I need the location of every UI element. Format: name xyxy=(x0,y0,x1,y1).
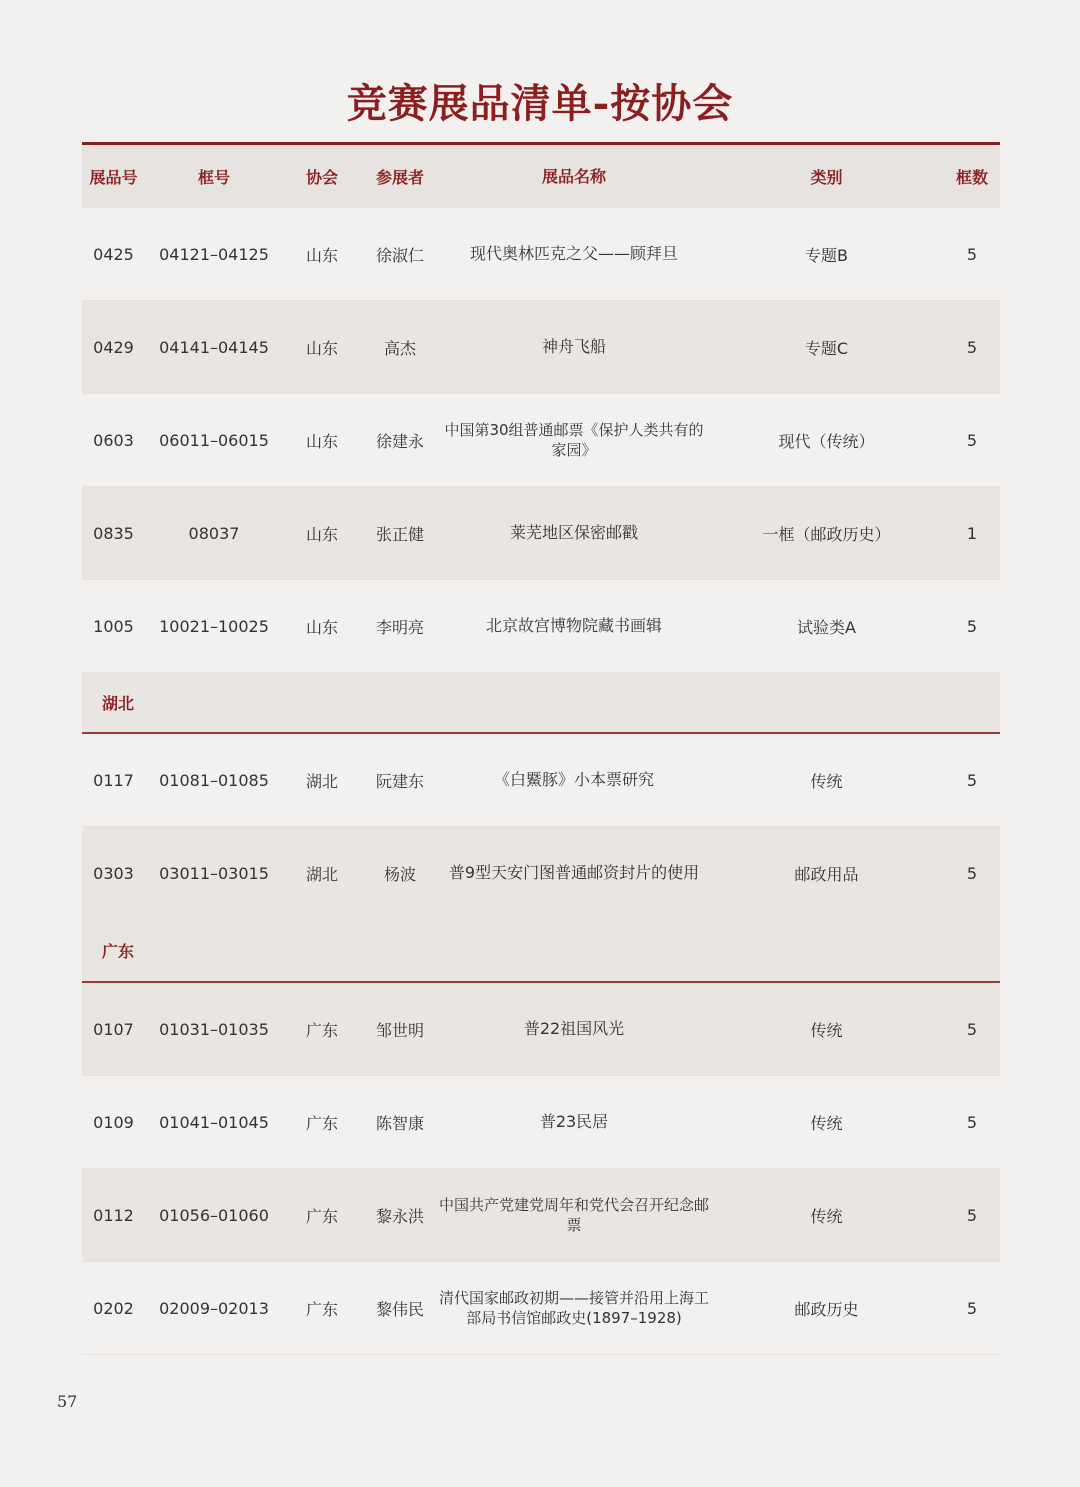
table-row xyxy=(82,1262,1000,1355)
category: 专题B xyxy=(805,245,848,265)
association: 山东 xyxy=(305,338,338,358)
group-header-guangdong xyxy=(82,919,1000,983)
frame-no: 01041–01045 xyxy=(159,1112,269,1132)
frame-count: 5 xyxy=(966,430,978,450)
exhibit-no: 0107 xyxy=(93,1019,134,1039)
exhibit-name: 中国共产党建党周年和党代会召开纪念邮票 xyxy=(439,1196,710,1234)
exhibitor: 李明亮 xyxy=(375,617,424,637)
exhibit-no: 1005 xyxy=(93,616,134,636)
category: 专题C xyxy=(804,338,849,358)
exhibit-name: 普22祖国风光 xyxy=(523,1019,625,1038)
exhibit-name: 北京故宫博物院藏书画辑 xyxy=(485,616,662,635)
exhibit-name: 清代国家邮政初期——接管并沿用上海工部局书信馆邮政史(1897–1928) xyxy=(439,1289,710,1327)
table-row xyxy=(82,208,1000,301)
association: 广东 xyxy=(305,1020,338,1040)
exhibitor: 杨波 xyxy=(383,864,416,884)
frame-no: 10021–10025 xyxy=(159,616,269,636)
header-frame-no: 框号 xyxy=(197,168,230,187)
table-row xyxy=(82,394,1000,487)
exhibit-no: 0112 xyxy=(93,1205,134,1225)
exhibit-no: 0429 xyxy=(93,337,134,357)
header-exhibitor: 参展者 xyxy=(375,168,424,187)
table-row xyxy=(82,580,1000,672)
frame-no: 01081–01085 xyxy=(159,770,269,790)
header-exhibit-name: 展品名称 xyxy=(541,166,606,186)
exhibit-no: 0109 xyxy=(93,1112,134,1132)
exhibit-name: 现代奥林匹克之父——顾拜旦 xyxy=(469,244,678,263)
frame-count: 5 xyxy=(966,1298,978,1318)
exhibitor: 徐建永 xyxy=(375,431,424,451)
exhibit-no: 0835 xyxy=(93,523,134,543)
table-row xyxy=(82,1076,1000,1169)
exhibit-name: 普9型天安门图普通邮资封片的使用 xyxy=(448,863,700,882)
frame-no: 03011–03015 xyxy=(159,863,269,883)
header-exhibit-no: 展品号 xyxy=(89,168,138,187)
frame-count: 5 xyxy=(966,616,978,636)
exhibit-no: 0117 xyxy=(93,770,134,790)
category: 现代（传统） xyxy=(778,431,875,451)
table-row xyxy=(82,1169,1000,1262)
association: 湖北 xyxy=(305,864,338,884)
frame-count: 5 xyxy=(966,1205,978,1225)
category: 一框（邮政历史） xyxy=(762,524,891,544)
table-row xyxy=(82,827,1000,919)
exhibit-name: 《白鱀豚》小本票研究 xyxy=(493,770,654,789)
table-row xyxy=(82,487,1000,580)
page-title: 竞赛展品清单-按协会 xyxy=(346,80,734,127)
exhibit-name: 普23民居 xyxy=(539,1112,609,1131)
association: 山东 xyxy=(305,524,338,544)
frame-no: 01031–01035 xyxy=(159,1019,269,1039)
category: 邮政历史 xyxy=(794,1299,859,1319)
group-label: 湖北 xyxy=(102,693,135,713)
frame-no: 08037 xyxy=(188,523,240,543)
exhibit-no: 0303 xyxy=(93,863,134,883)
category: 传统 xyxy=(810,1113,843,1133)
frame-count: 1 xyxy=(966,523,978,543)
frame-no: 06011–06015 xyxy=(159,430,269,450)
exhibit-name: 莱芜地区保密邮戳 xyxy=(509,523,638,542)
category: 邮政用品 xyxy=(794,864,859,884)
table-row xyxy=(82,983,1000,1076)
frame-count: 5 xyxy=(966,1112,978,1132)
exhibitor: 高杰 xyxy=(383,338,416,358)
frame-no: 04121–04125 xyxy=(159,244,269,264)
frame-no: 01056–01060 xyxy=(159,1205,269,1225)
exhibitor: 陈智康 xyxy=(375,1113,424,1133)
group-header-hubei xyxy=(82,672,1000,734)
association: 广东 xyxy=(305,1299,338,1319)
association: 湖北 xyxy=(305,771,338,791)
exhibitor: 张正健 xyxy=(375,524,424,544)
exhibitor: 黎伟民 xyxy=(375,1299,424,1319)
frame-count: 5 xyxy=(966,863,978,883)
exhibit-no: 0425 xyxy=(93,244,134,264)
frame-count: 5 xyxy=(966,770,978,790)
exhibit-name: 神舟飞船 xyxy=(541,337,606,356)
header-association: 协会 xyxy=(305,168,338,187)
association: 山东 xyxy=(305,431,338,451)
category: 传统 xyxy=(810,1020,843,1040)
exhibitor: 阮建东 xyxy=(375,771,424,791)
header-frames: 框数 xyxy=(955,168,988,187)
category: 传统 xyxy=(810,1206,843,1226)
exhibit-table xyxy=(82,142,1000,1355)
exhibitor: 徐淑仁 xyxy=(375,245,424,265)
category: 传统 xyxy=(810,771,843,791)
association: 广东 xyxy=(305,1206,338,1226)
page-number: 57 xyxy=(57,1392,78,1411)
table-header xyxy=(82,142,1000,208)
association: 广东 xyxy=(305,1113,338,1133)
association: 山东 xyxy=(305,245,338,265)
exhibit-name: 中国第30组普通邮票《保护人类共有的家园》 xyxy=(444,421,704,459)
frame-no: 04141–04145 xyxy=(159,337,269,357)
frame-no: 02009–02013 xyxy=(159,1298,269,1318)
exhibit-no: 0202 xyxy=(93,1298,134,1318)
exhibit-no: 0603 xyxy=(93,430,134,450)
association: 山东 xyxy=(305,617,338,637)
table-row xyxy=(82,301,1000,394)
header-category: 类别 xyxy=(810,168,843,187)
frame-count: 5 xyxy=(966,244,978,264)
frame-count: 5 xyxy=(966,1019,978,1039)
category: 试验类A xyxy=(797,617,856,637)
frame-count: 5 xyxy=(966,337,978,357)
group-label: 广东 xyxy=(102,941,135,961)
exhibitor: 黎永洪 xyxy=(375,1206,424,1226)
table-row xyxy=(82,734,1000,827)
exhibitor: 邹世明 xyxy=(375,1020,424,1040)
